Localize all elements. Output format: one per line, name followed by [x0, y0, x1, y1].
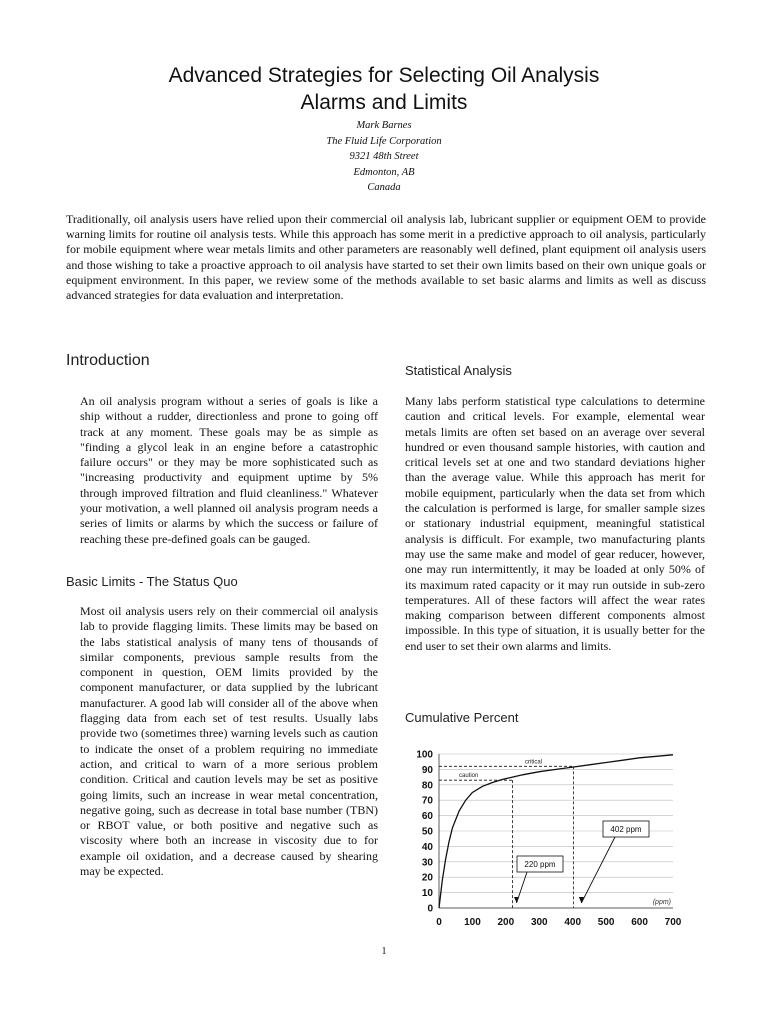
threshold-label-critical: critical [525, 759, 543, 766]
callout-arrowhead-220-ppm [514, 897, 519, 903]
introduction-paragraph: An oil analysis program without a series of goals is like a ship without a rudder, directionless and prone to going off track at any moment. These goals may be as simple as "finding a glycol leak in an engine before a catastrophic failure occurs" or they may be more sophisticated such as "increasing productivity and equipment uptime by 5% through improved filtration and fluid cleanliness." Whatever your motivation, a well planned oil analysis program needs a series of limits or alarms by which the success or failure of reaching these pre-defined goals can be gauged. [80, 394, 378, 546]
callout-pointer-402-ppm [581, 837, 615, 903]
basic-limits-paragraph: Most oil analysis users rely on their commercial oil analysis lab to provide flagging limits. These limits may be based on the labs statistical analysis of many tens of thousands of similar components, previous sample results from the component in question, OEM limits provided by the component manufacturer, or data supplied by the lubricant manufacturer. A good lab will consider all of the above when flagging data from each set of test results. Usually labs provide two (sometimes three) warning levels such as caution to indicate the onset of a problem requiring no immediate action, and critical to warn of a more serious problem condition. Critical and caution levels may be set as positive going limits, such an increase in wear metal concentration, negative going, such as decrease in total base number (TBN) or RBOT value, or both positive and negative such as viscosity where both an increase in viscosity due to for example oil oxidation, and a decrease caused by shearing may be expected. [80, 604, 378, 879]
x-tick-label-300: 300 [530, 917, 548, 928]
author-organization: The Fluid Life Corporation [326, 135, 442, 147]
y-tick-label-20: 20 [421, 872, 433, 884]
title-line-2: Alarms and Limits [300, 91, 468, 114]
author-country: Canada [367, 182, 401, 193]
y-tick-label-50: 50 [421, 826, 433, 838]
y-tick-label-90: 90 [421, 764, 433, 776]
x-tick-label-700: 700 [664, 917, 682, 928]
heading-cumulative-percent: Cumulative Percent [405, 710, 519, 725]
title-line-1: Advanced Strategies for Selecting Oil Analysis [168, 64, 600, 87]
x-tick-label-200: 200 [497, 917, 515, 928]
threshold-label-caution: caution [459, 773, 479, 780]
y-tick-label-70: 70 [421, 795, 433, 807]
statistical-analysis-paragraph: Many labs perform statistical type calculations to determine caution and critical levels. For example, elemental wear metals limits are often set based on an average over several hundred or even thousand sample histories, with caution and critical levels set at one and two standard deviations higher than the average value. While this approach has merit for mobile equipment, particularly when the data set from which the calculation is performed is large, for smaller sample sizes or stationary industrial equipment, meaningful statistical analysis is difficult. For example, two manufacturing plants may use the same make and model of gear reducer, however, one may run intermittently, it may be loaded at only 50% of its maximum rated capacity or it may run outside in sub-zero temperatures. All of these factors will affect the wear rates making comparison between different components almost impossible. In this type of situation, it is usually better for the end user to set their own alarms and limits. [405, 394, 705, 653]
cumulative-percent-chart [395, 744, 715, 934]
abstract: Traditionally, oil analysis users have relied upon their commercial oil analysis lab, lubricant supplier or equipment OEM to provide warning limits for routine oil analysis tests. While this approach has some merit in a predictive approach to oil analysis, particularly for mobile equipment where wear metals limits and other parameters are reasonably well defined, plant equipment oil analysis users and those wishing to take a proactive approach to oil analysis have started to set their own limits based on their own unique goals or equipment environment. In this paper, we review some of the methods available to set basic alarms and limits as well as discuss advanced strategies for data evaluation and interpretation. [66, 212, 706, 303]
y-tick-label-40: 40 [421, 841, 433, 853]
callout-text-220-ppm: 220 ppm [524, 860, 556, 869]
y-tick-label-80: 80 [421, 780, 433, 792]
x-axis-unit-label: (ppm) [652, 899, 671, 906]
author-block [184, 118, 584, 196]
x-tick-label-0: 0 [436, 917, 442, 928]
heading-basic-limits: Basic Limits - The Status Quo [66, 574, 238, 589]
y-tick-label-60: 60 [421, 811, 433, 823]
author-city: Edmonton, AB [353, 166, 415, 178]
author-street: 9321 48th Street [349, 151, 419, 162]
x-tick-label-600: 600 [631, 917, 648, 928]
y-tick-label-10: 10 [421, 888, 433, 900]
page-number: 1 [381, 946, 387, 957]
x-tick-label-400: 400 [564, 917, 582, 928]
callout-text-402-ppm: 402 ppm [610, 825, 642, 834]
author-name: Mark Barnes [356, 120, 412, 131]
y-tick-label-0: 0 [427, 903, 433, 915]
document-title [60, 62, 708, 116]
y-tick-label-30: 30 [421, 857, 433, 869]
heading-introduction: Introduction [66, 352, 150, 369]
x-tick-label-500: 500 [597, 917, 615, 928]
y-tick-label-100: 100 [416, 749, 433, 761]
heading-statistical-analysis: Statistical Analysis [405, 363, 512, 378]
x-tick-label-100: 100 [464, 917, 481, 928]
